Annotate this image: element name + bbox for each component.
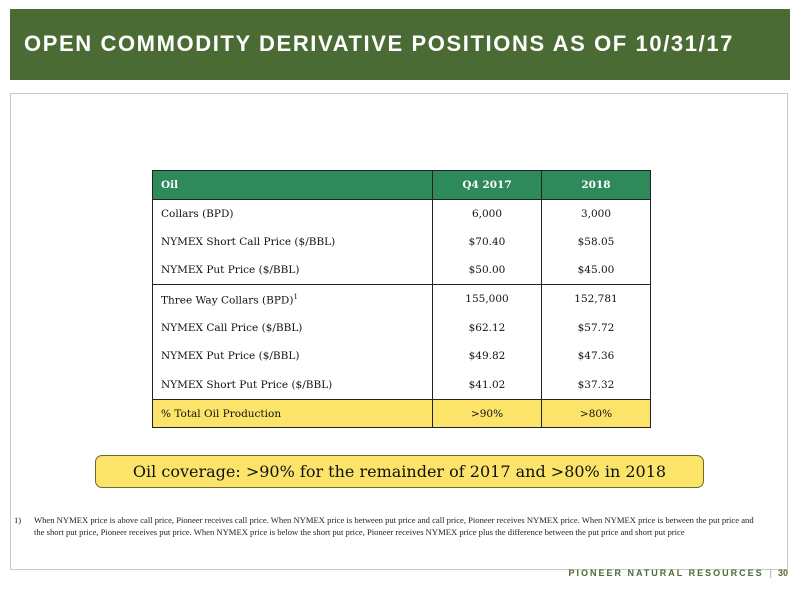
cell-q4-2017: $41.02 <box>433 371 542 400</box>
cell-2018: $37.32 <box>542 371 651 400</box>
cell-2018: $45.00 <box>542 256 651 285</box>
cell-q4-2017: $50.00 <box>433 256 542 285</box>
cell-q4-2017: 155,000 <box>433 285 542 314</box>
cell-q4-2017: >90% <box>433 399 542 428</box>
table-row <box>153 228 651 257</box>
row-label: NYMEX Short Put Price ($/BBL) <box>153 371 433 400</box>
row-label: NYMEX Short Call Price ($/BBL) <box>153 228 433 257</box>
header-oil: Oil <box>153 171 433 200</box>
table-row <box>153 371 651 400</box>
footnote <box>14 515 759 538</box>
footnote-marker: 1) <box>14 515 22 525</box>
company-name: PIONEER NATURAL RESOURCES <box>568 568 764 578</box>
row-label: NYMEX Call Price ($/BBL) <box>153 313 433 342</box>
footer <box>568 568 788 578</box>
row-label: NYMEX Put Price ($/BBL) <box>153 342 433 371</box>
table-row <box>153 342 651 371</box>
footnote-mark: 1 <box>293 292 298 301</box>
row-label-text: Three Way Collars (BPD) <box>161 294 294 307</box>
title-bar <box>10 9 790 80</box>
header-2018: 2018 <box>542 171 651 200</box>
cell-q4-2017: $49.82 <box>433 342 542 371</box>
coverage-callout: Oil coverage: >90% for the remainder of 2017 and >80% in 2018 <box>95 455 704 488</box>
footnote-text: When NYMEX price is above call price, Pioneer receives call price. When NYMEX price is between put price and call price, Pioneer receives NYMEX price. When NYMEX price is between the put price and the short put price, Pioneer receives put price. When NYMEX price is below the short put price, Pioneer receives NYMEX price plus the difference between the put price and short put price <box>34 515 754 537</box>
table-row <box>153 285 651 314</box>
cell-2018: $47.36 <box>542 342 651 371</box>
page-title: OPEN COMMODITY DERIVATIVE POSITIONS AS OF 10/31/17 <box>24 31 734 56</box>
table-total-row <box>153 399 651 428</box>
page-number: 30 <box>777 568 788 578</box>
cell-2018: 3,000 <box>542 199 651 228</box>
table-header-row <box>153 171 651 200</box>
row-label <box>153 285 433 314</box>
table-row <box>153 313 651 342</box>
cell-q4-2017: $70.40 <box>433 228 542 257</box>
table-row <box>153 199 651 228</box>
cell-2018: $57.72 <box>542 313 651 342</box>
table-row <box>153 256 651 285</box>
derivative-positions-table <box>152 170 651 428</box>
header-q4-2017: Q4 2017 <box>433 171 542 200</box>
row-label: Collars (BPD) <box>153 199 433 228</box>
row-label: NYMEX Put Price ($/BBL) <box>153 256 433 285</box>
cell-2018: >80% <box>542 399 651 428</box>
cell-2018: $58.05 <box>542 228 651 257</box>
cell-q4-2017: 6,000 <box>433 199 542 228</box>
row-label: % Total Oil Production <box>153 399 433 428</box>
cell-q4-2017: $62.12 <box>433 313 542 342</box>
footer-separator: | <box>769 568 772 578</box>
cell-2018: 152,781 <box>542 285 651 314</box>
